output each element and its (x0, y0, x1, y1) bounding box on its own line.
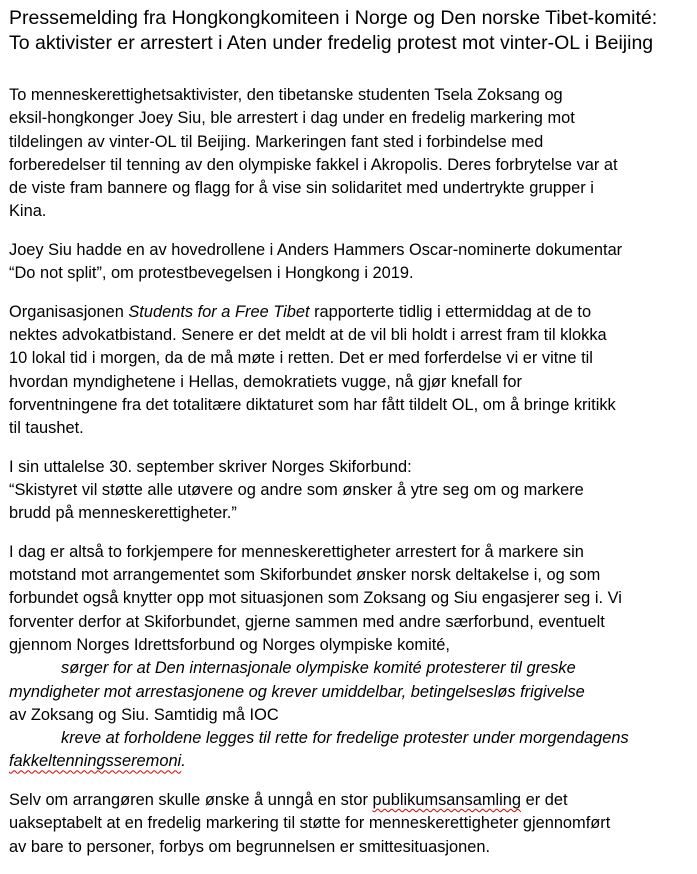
text-line: tildelingen av vinter-OL til Beijing. Markeringen fant sted i forbindelse med (9, 132, 544, 151)
text-line (9, 789, 679, 812)
organisation-name: Students for a Free Tibet (128, 302, 310, 321)
text-line: hvordan myndighetene i Hellas, demokratiets vugge, nå gjør knefall for (9, 372, 522, 391)
text-span: . (181, 752, 186, 771)
page-title (9, 6, 697, 56)
text-line: nektes advokatbistand. Senere er det meldt at de vil bli holdt i arrest fram til klokka (9, 326, 607, 345)
paragraph-demands (9, 541, 679, 774)
text-span: rapporterte tidlig i ettermiddag at de to (309, 302, 592, 321)
text-line: de viste fram bannere og flagg for å vise sin solidaritet med undertrykte grupper i (9, 179, 594, 198)
document-body (9, 84, 679, 874)
text-line: av bare to personer, forbys om begrunnelsen er smittesituasjonen. (9, 837, 491, 856)
demand-line: myndigheter mot arrestasjonene og krever umiddelbar, betingelsesløs frigivelse (9, 682, 585, 701)
text-line: I dag er altså to forkjempere for menneskerettigheter arrestert for å markere sin (9, 542, 584, 561)
quote-line: brudd på menneskerettigheter.” (9, 504, 237, 523)
text-line: Kina. (9, 202, 47, 221)
text-line: gjennom Norges Idrettsforbund og Norges olympiske komité, (9, 635, 450, 654)
spellcheck-word[interactable]: publikumsansamling (372, 790, 522, 809)
text-span: Selv om arrangøren skulle ønske å unngå en stor (9, 790, 373, 809)
text-line: forventer derfor at Skiforbundet, gjerne sammen med andre særforbund, eventuelt (9, 612, 605, 631)
text-line (9, 301, 679, 324)
paragraph-arrest (9, 84, 679, 224)
text-line: forberedelser til tenning av den olympiske fakkel i Akropolis. Deres forbrytelse var at (9, 155, 618, 174)
text-line: Joey Siu hadde en av hovedrollene i Anders Hammers Oscar-nominerte dokumentar (9, 240, 623, 259)
demand-line: kreve at forholdene legges til rette for fredelige protester under morgendagens (61, 729, 629, 748)
spellcheck-word[interactable]: fakkeltenningsseremoni (9, 752, 182, 771)
paragraph-organisation (9, 301, 679, 441)
paragraph-joey-siu (9, 239, 679, 286)
text-line: To menneskerettighetsaktivister, den tibetanske studenten Tsela Zoksang og (9, 86, 563, 104)
text-span: Organisasjonen (9, 302, 129, 321)
text-line: eksil-hongkonger Joey Siu, ble arrestert i dag under en fredelig markering mot (9, 109, 575, 128)
text-line: forbundet også knytter opp mot situasjonen som Zoksang og Siu engasjerer seg i. Vi (9, 589, 622, 608)
text-line: 10 lokal tid i morgen, da de må møte i retten. Det er med forferdelse vi er vitne til (9, 349, 593, 368)
text-line: forventningene fra det totalitære diktaturet som har fått tildelt OL, om å bringe kritikk (9, 395, 616, 414)
paragraph-conclusion (9, 789, 679, 859)
text-line: til taushet. (9, 419, 84, 438)
demand-line (9, 750, 679, 773)
quote-line: “Skistyret vil støtte alle utøvere og andre som ønsker å ytre seg om og markere (9, 481, 584, 500)
text-line: “Do not split”, om protestbevegelsen i Hongkong i 2019. (9, 264, 414, 283)
text-line: uakseptabelt at en fredelig markering til støtte for menneskerettigheter gjennomført (9, 814, 611, 833)
title-line: To aktivister er arrestert i Aten under fredelig protest mot vinter-OL i Beijing (9, 32, 654, 54)
text-line: I sin uttalelse 30. september skriver Norges Skiforbund: (9, 457, 412, 476)
paragraph-skiforbund-quote (9, 456, 679, 526)
text-line: motstand mot arrangementet som Skiforbundet ønsker norsk deltakelse i, og som (9, 566, 601, 585)
demand-line: sørger for at Den internasjonale olympiske komité protesterer til greske (61, 659, 576, 678)
text-line: av Zoksang og Siu. Samtidig må IOC (9, 705, 279, 724)
title-line: Pressemelding fra Hongkongkomiteen i Norge og Den norske Tibet-komité: (9, 7, 658, 29)
text-span: er det (521, 790, 568, 809)
